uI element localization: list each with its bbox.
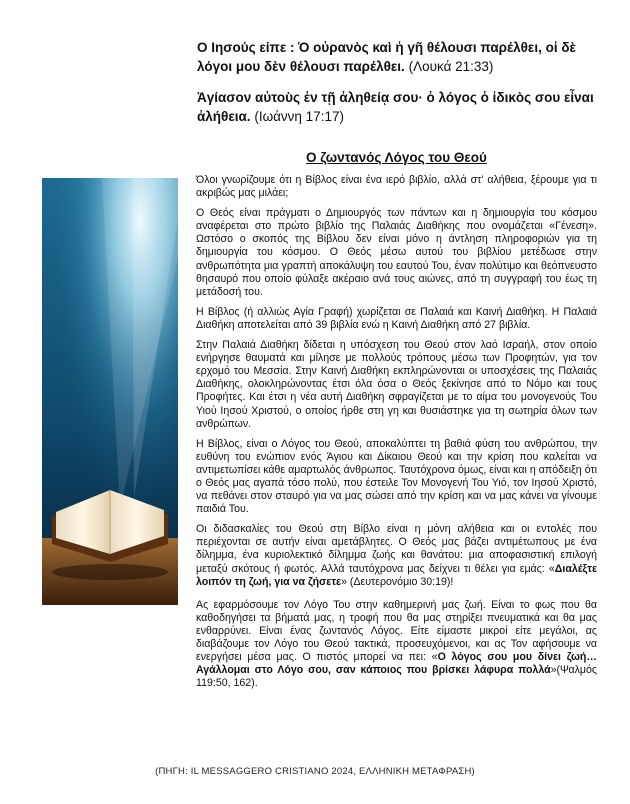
quote-text: Ο Ιησούς είπε : Ὁ οὐρανὸς καὶ ἡ γῆ θέλουσι παρέλθει, οἱ δὲ λόγοι μου δὲν θέλουσι παρέλθει. bbox=[197, 40, 576, 74]
paragraph-living-word: Ας εφαρμόσουμε τον Λόγο Του στην καθημερινή μας ζωή. Είναι το φως που θα καθοδηγήσει τα βήματά μας, η τροφή που θα μας στηρίξει πνευματικά και θα μας ενθαρρύνει. Είναι ένας ζωντανός Λόγος. Είτε είμαστε μικροί είτε μεγάλοι, ας διαβάζουμε τον Λόγο του Θεού τακτικά, προσευχόμενοι, και ας Τον αφήσουμε να ενεργήσει μέσα μας. Ο πιστός μπορεί να πει: «Ο λόγος σου μου δίνει ζωή… Αγάλλομαι στο Λόγο σου, σαν κάποιος που βρίσκει λάφυρα πολλά»(Ψαλμός 119:50, 162). bbox=[196, 598, 597, 690]
quote-text: Ἁγίασον αὐτοὺς ἐν τῇ ἀληθείᾳ σου· ὁ λόγος ὁ ἰδικὸς σου εἶναι ἀλήθεια. bbox=[197, 90, 594, 124]
quote-john bbox=[197, 88, 602, 126]
quote-luke bbox=[197, 38, 602, 76]
paragraph-testaments: Η Βίβλος (ή αλλιώς Αγία Γραφή) χωρίζεται σε Παλαιά και Καινή Διαθήκη. Η Παλαιά Διαθήκη αποτελείται από 39 βιβλία ενώ η Καινή Διαθήκη από 27 βιβλία. bbox=[196, 305, 597, 331]
quote-reference: (Ιωάννη 17:17) bbox=[254, 109, 344, 124]
paragraph-creation: Ο Θεός είναι πράγματι ο Δημιουργός των πάντων και η δημιουργία του κόσμου αναφέρεται στο πρώτο βιβλίο της Παλαιάς Διαθήκης που ονομάζεται «Γένεση». Ωστόσο ο σκοπός της Βίβλου δεν είναι μόνο η άντληση πληροφοριών για τη δημιουργία του κόσμου. Ο Θεός μέσω αυτού του βιβλίου μετέδωσε στην ανθρωπότητα μια γραπτή αποκάλυψη του εαυτού Του, έναν πολύτιμο και θεόπνευστο θησαυρό που οποίο φύλαξε ακέραιο ανά τους αιώνες, από τη συγγραφή του έως τη μετάδοσή του. bbox=[196, 207, 597, 298]
paragraph-promise: Στην Παλαιά Διαθήκη δίδεται η υπόσχεση του Θεού στον λαό Ισραήλ, στον οποίο ενήργησε θαυματά και μίλησε με πολλούς τρόπους μέσω των Προφητών, για τον ερχομό του Μεσσία. Στην Καινή Διαθήκη εκπληρώνονται οι υποσχέσεις της Παλαιάς Διαθήκης, ολοκληρώνοντας έτσι όλα όσα ο Θεός ξεκίνησε από το Νόμο και τους Προφήτες. Και έτσι η νέα αυτή Διαθήκη σφραγίζεται με το αίμα του μονογενούς Του Υιού Ιησού Χριστού, ο οποίος ήρθε στη γη και θυσιάστηκε για τη σωτηρία όλων των ανθρώπων. bbox=[196, 339, 597, 430]
quote-reference: (Λουκά 21:33) bbox=[408, 59, 494, 74]
article-body bbox=[196, 174, 597, 697]
open-bible-image bbox=[42, 178, 178, 605]
paragraph-dilemma: Οι διδασκαλίες του Θεού στη Βίβλο είναι η μόνη αλήθεια και οι εντολές που περιέχονται σε αυτήν είναι αμετάβλητες. Ο Θεός μας βάζει αντιμέτωπους με ένα δίλημμα, ένα κυριολεκτικό δίλημμα ζωής και θανάτου: μια αποφασιστική επιλογή μεταξύ σκότους ή φωτός. Αλλά ταυτόχρονα μας δείχνει τι θέλει για εμάς: «Διαλέξτε λοιπόν τη ζωή, για να ζήσετε» (Δευτερονόμιο 30:19)! bbox=[196, 523, 597, 588]
paragraph-word-of-god: Η Βίβλος, είναι ο Λόγος του Θεού, αποκαλύπτει τη βαθιά φύση του ανθρώπου, την ευθύνη του ενώπιον ενός Άγιου και Δίκαιου Θεού και την κρίση που καλείται να αντιμετωπίσει κάθε αμαρτωλός άνθρωπος. Ταυτόχρονα όμως, είναι και η απόδειξη ότι ο Θεός μας αγαπά τόσο πολύ, που έστειλε Τον Μονογενή Του Υιό, τον Ιησού Χριστό, να πεθάνει στον σταυρό για να μας σώσει από την κρίση και να μας κάνει να γίνουμε παιδιά Του. bbox=[196, 437, 597, 516]
paragraph-intro: Όλοι γνωρίζουμε ότι η Βίβλος είναι ένα ιερό βιβλίο, αλλά στ' αλήθεια, ξέρουμε για τι ακριβώς μας μιλάει; bbox=[196, 174, 597, 200]
article-title: Ο ζωντανός Λόγος του Θεού bbox=[306, 150, 487, 165]
bold-quote-psalm: Ο λόγος σου μου δίνει ζωή… Αγάλλομαι στο Λόγο σου, σαν κάποιος που βρίσκει λάφυρα πολλά bbox=[196, 651, 597, 677]
source-credit: (ΠΗΓΗ: IL MESSAGGERO CRISTIANO 2024, ΕΛΛΗΝΙΚΗ ΜΕΤΑΦΡΑΣΗ) bbox=[155, 766, 475, 777]
bold-quote-deuteronomy: Διαλέξτε λοιπόν τη ζωή, για να ζήσετε bbox=[196, 562, 597, 588]
